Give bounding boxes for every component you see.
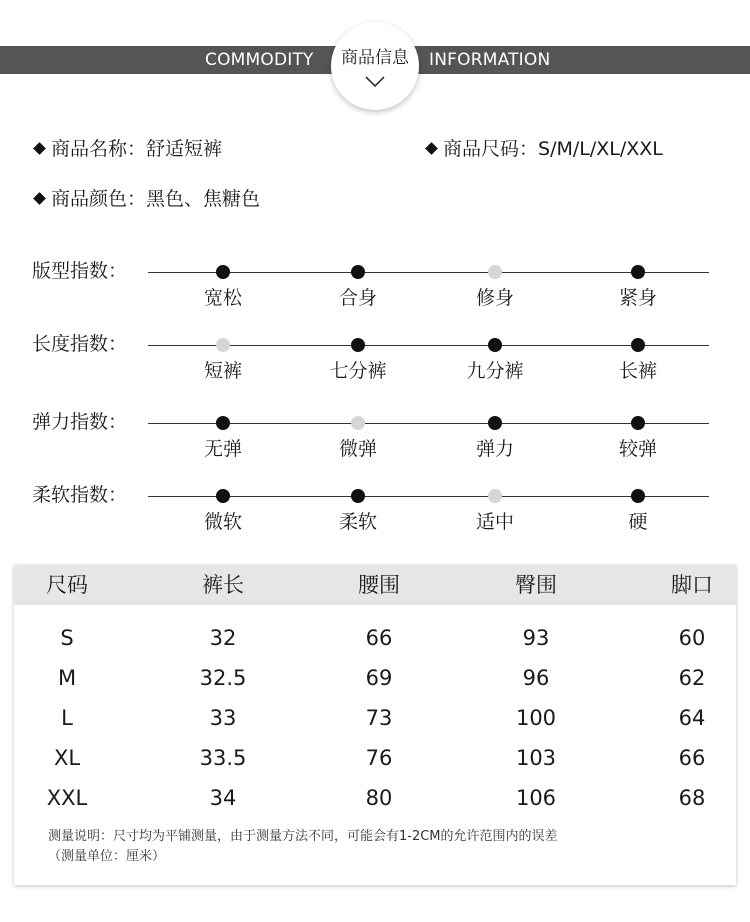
table-cell: 76 bbox=[365, 746, 393, 770]
product-size bbox=[424, 137, 663, 161]
product-name-label: 商品名称： bbox=[51, 138, 147, 160]
index-dot-active bbox=[351, 338, 365, 352]
table-cell: 80 bbox=[365, 786, 393, 810]
table-cell: L bbox=[61, 706, 73, 730]
product-color bbox=[32, 187, 260, 211]
index-dot-muted bbox=[488, 265, 502, 279]
index-dot-active bbox=[488, 338, 502, 352]
table-cell: 32.5 bbox=[199, 666, 247, 690]
diamond-bullet-icon bbox=[33, 142, 46, 155]
index-label: 长度指数： bbox=[32, 333, 128, 355]
table-cell: 69 bbox=[365, 666, 393, 690]
table-header-cell: 尺码 bbox=[46, 573, 88, 597]
diamond-bullet-icon bbox=[425, 142, 438, 155]
banner-right-text: INFORMATION bbox=[429, 50, 551, 70]
index-option: 紧身 bbox=[618, 287, 657, 309]
product-size-label: 商品尺码： bbox=[443, 138, 539, 160]
index-scale-line bbox=[148, 345, 709, 346]
table-cell: 33.5 bbox=[199, 746, 247, 770]
index-dot-active bbox=[631, 489, 645, 503]
table-cell: 68 bbox=[678, 786, 706, 810]
index-option: 硬 bbox=[628, 511, 648, 533]
index-dot-muted bbox=[351, 416, 365, 430]
table-cell: 96 bbox=[522, 666, 550, 690]
product-size-value: S/M/L/XL/XXL bbox=[538, 138, 663, 160]
index-label: 弹力指数： bbox=[32, 411, 128, 433]
chevron-down-icon bbox=[364, 75, 386, 89]
product-name-value: 舒适短裤 bbox=[146, 138, 223, 160]
diamond-bullet-icon bbox=[33, 192, 46, 205]
product-color-label: 商品颜色： bbox=[51, 188, 147, 210]
section-title: 商品信息 bbox=[341, 48, 409, 68]
product-name bbox=[32, 137, 222, 161]
index-option: 弹力 bbox=[475, 438, 514, 460]
table-cell: 66 bbox=[678, 746, 706, 770]
table-header-cell: 臀围 bbox=[515, 573, 557, 597]
index-dot-active bbox=[351, 265, 365, 279]
table-cell: 64 bbox=[678, 706, 706, 730]
product-color-value: 黑色、焦糖色 bbox=[146, 188, 261, 210]
banner-left-text: COMMODITY bbox=[205, 50, 314, 70]
table-cell: 66 bbox=[365, 626, 393, 650]
index-option: 短裤 bbox=[203, 360, 242, 382]
index-option: 修身 bbox=[475, 287, 514, 309]
index-dot-active bbox=[631, 265, 645, 279]
table-cell: 34 bbox=[209, 786, 237, 810]
index-scale-line bbox=[148, 496, 709, 497]
table-header-cell: 裤长 bbox=[202, 573, 244, 597]
index-option: 微弹 bbox=[338, 438, 377, 460]
table-cell: XXL bbox=[46, 786, 88, 810]
index-option: 柔软 bbox=[338, 511, 377, 533]
index-dot-active bbox=[216, 489, 230, 503]
index-option: 长裤 bbox=[618, 360, 657, 382]
index-label: 柔软指数： bbox=[32, 484, 128, 506]
table-cell: 32 bbox=[209, 626, 237, 650]
measurement-note: 测量说明：尺寸均为平铺测量，由于测量方法不同，可能会有1-2CM的允许范围内的误差 bbox=[48, 829, 558, 844]
index-option: 适中 bbox=[475, 511, 514, 533]
index-dot-active bbox=[488, 416, 502, 430]
index-option: 较弹 bbox=[618, 438, 657, 460]
table-cell: 73 bbox=[365, 706, 393, 730]
table-cell: S bbox=[60, 626, 74, 650]
index-dot-active bbox=[216, 265, 230, 279]
table-cell: 93 bbox=[522, 626, 550, 650]
table-cell: 60 bbox=[678, 626, 706, 650]
index-option: 九分裤 bbox=[466, 360, 524, 382]
index-option: 微软 bbox=[203, 511, 242, 533]
index-dot-active bbox=[216, 416, 230, 430]
table-cell: 100 bbox=[515, 706, 557, 730]
section-badge bbox=[331, 22, 419, 110]
table-cell: 62 bbox=[678, 666, 706, 690]
index-label: 版型指数： bbox=[32, 260, 128, 282]
index-option: 七分裤 bbox=[329, 360, 387, 382]
index-scale-line bbox=[148, 423, 709, 424]
table-cell: 106 bbox=[515, 786, 557, 810]
table-header-cell: 脚口 bbox=[671, 573, 713, 597]
table-header-cell: 腰围 bbox=[358, 573, 400, 597]
index-dot-active bbox=[351, 489, 365, 503]
index-dot-active bbox=[631, 416, 645, 430]
index-option: 合身 bbox=[338, 287, 377, 309]
table-cell: XL bbox=[53, 746, 81, 770]
table-cell: 103 bbox=[515, 746, 557, 770]
index-option: 无弹 bbox=[203, 438, 242, 460]
index-dot-muted bbox=[216, 338, 230, 352]
index-dot-muted bbox=[488, 489, 502, 503]
index-option: 宽松 bbox=[203, 287, 242, 309]
index-dot-active bbox=[631, 338, 645, 352]
table-cell: 33 bbox=[209, 706, 237, 730]
measurement-unit-note: （测量单位：厘米） bbox=[48, 849, 166, 864]
table-cell: M bbox=[57, 666, 77, 690]
index-scale-line bbox=[148, 272, 709, 273]
